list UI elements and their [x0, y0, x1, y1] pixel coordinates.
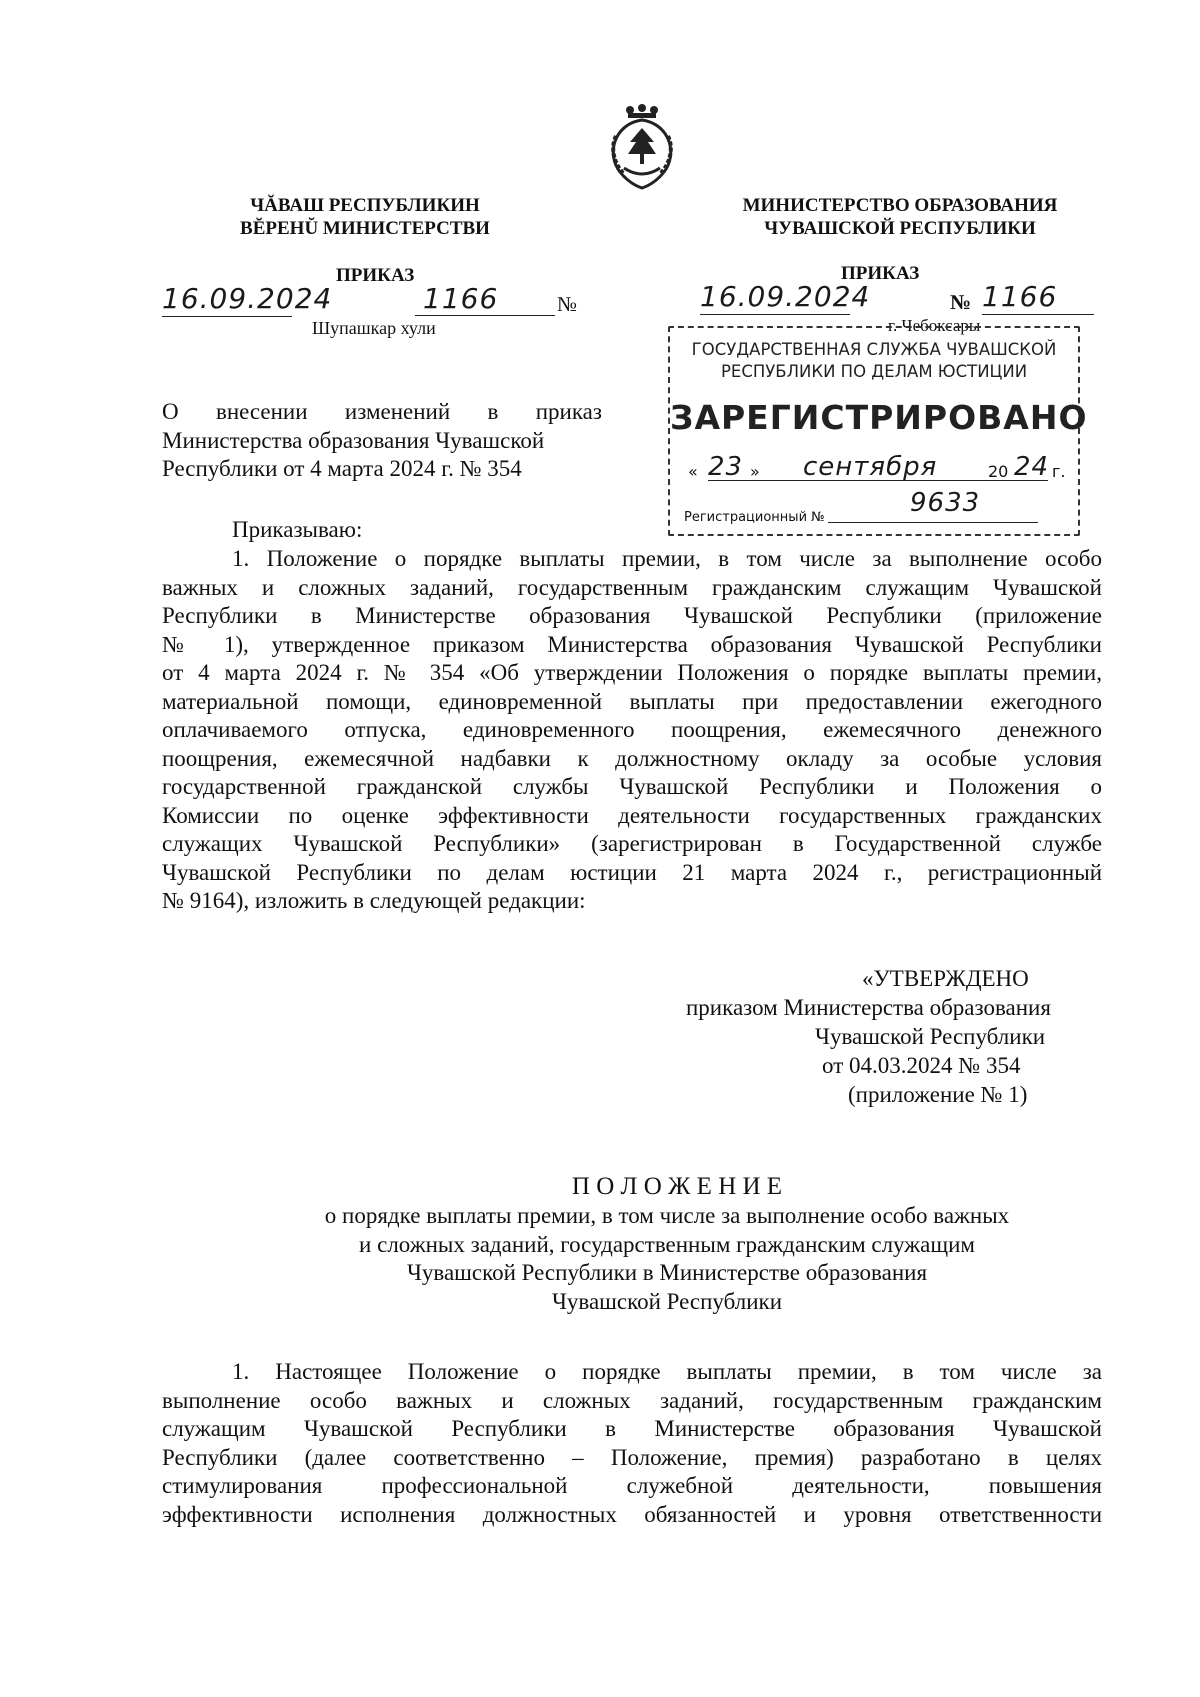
header-right-date: 16.09.2024	[700, 280, 871, 313]
p2-line: Республики (далее соответственно – Положение, премия) разработано в целях	[162, 1444, 1102, 1470]
p1-line: 1. Положение о порядке выплаты премии, в том числе за выполнение особо	[232, 546, 1102, 571]
title-main: П О Л О Ж Е Н И Е	[571, 1173, 783, 1200]
header-right-number: 1166	[982, 280, 1094, 315]
approved-line1: «УТВЕРЖДЕНО	[862, 966, 1029, 991]
subject-line1: О внесении изменений в приказ	[162, 399, 602, 424]
header-left	[215, 194, 515, 240]
p1-line: оплачиваемого отпуска, единовременного поощрения, ежемесячного денежного	[162, 717, 1102, 742]
stamp-year-suffix: 24	[1014, 452, 1050, 482]
p1-last-line: № 9164), изложить в следующей редакции:	[162, 888, 586, 913]
stamp-month: сентября	[803, 452, 938, 482]
p1-line: поощрения, ежемесячной надбавки к должностному окладу за особые условия	[162, 745, 1102, 771]
header-left-doc-type: ПРИКАЗ	[336, 265, 415, 286]
subject	[162, 398, 602, 484]
approved-line3: Чувашской Республики	[815, 1024, 1046, 1049]
stamp-reg-number: 9633	[910, 488, 981, 518]
header-right-city: г. Чебоксары	[888, 316, 981, 335]
header-left-city: Шупашкар хули	[312, 318, 436, 338]
p1-line: Чувашской Республики по делам юстиции 21 марта 2024 г., регистрационный	[162, 859, 1102, 885]
paragraph-1	[162, 545, 1102, 916]
approved-line5: (приложение № 1)	[848, 1082, 1028, 1107]
p2-line: выполнение особо важных и сложных заданий, государственным гражданским	[162, 1387, 1102, 1413]
header-left-number: 1166	[415, 282, 555, 316]
header-right-line2: ЧУВАШСКОЙ РЕСПУБЛИКИ	[764, 218, 1036, 239]
p1-line: от 4 марта 2024 г. № 354 «Об утверждении Положения о порядке выплаты премии,	[162, 660, 1102, 685]
stamp-year-end: г.	[1052, 462, 1066, 481]
stamp-date-underline	[708, 480, 1048, 481]
header-right-no-sign: №	[950, 290, 972, 314]
p1-line: государственной гражданской службы Чувашской Республики и Положения о	[162, 774, 1102, 799]
p1-line: материальной помощи, единовременной выплаты при предоставлении ежегодного	[162, 688, 1102, 714]
registration-stamp	[668, 326, 1088, 536]
header-right-doc-type: ПРИКАЗ	[841, 263, 920, 284]
regulation-title	[162, 1172, 1102, 1316]
p1-line: Комиссии по оценке эффективности деятельности государственных гражданских	[162, 802, 1102, 828]
p1-line: № 1), утвержденное приказом Министерства образования Чувашской Республики	[162, 631, 1102, 657]
header-left-line1: ЧĂВАШ РЕСПУБЛИКИН	[250, 195, 480, 216]
p1-line: Республики в Министерстве образования Чувашской Республики (приложение	[162, 603, 1102, 628]
p2-line: служащим Чувашской Республики в Министерстве образования Чувашской	[162, 1416, 1102, 1441]
subject-line2: Министерства образования Чувашской	[162, 427, 545, 453]
p2-line: стимулирования профессиональной служебной деятельности, повышения	[162, 1473, 1102, 1498]
stamp-status: ЗАРЕГИСТРИРОВАНО	[670, 398, 1088, 437]
title-line1: о порядке выплаты премии, в том числе за выполнение особо важных	[324, 1203, 1010, 1228]
stamp-quote-close: »	[750, 462, 760, 481]
subject-line3: Республики от 4 марта 2024 г. № 354	[162, 456, 522, 481]
stamp-year-prefix: 20	[988, 462, 1009, 481]
header-left-no-sign: №	[557, 292, 578, 316]
title-line3: Чувашской Республики в Министерстве образования	[406, 1260, 928, 1285]
title-line2: и сложных заданий, государственным гражданским служащим	[359, 1231, 975, 1257]
stamp-line2: РЕСПУБЛИКИ ПО ДЕЛАМ ЮСТИЦИИ	[720, 362, 1028, 381]
header-left-line2: ВĔРЕНŬ МИНИСТЕРСТВИ	[240, 218, 490, 239]
p2-line: 1. Настоящее Положение о порядке выплаты премии, в том числе за	[232, 1359, 1102, 1384]
p1-line: служащих Чувашской Республики» (зарегистрирован в Государственной службе	[162, 831, 1102, 856]
emblem	[600, 102, 684, 192]
stamp-day: 23	[708, 452, 744, 482]
chuvash-republic-emblem-icon	[600, 102, 684, 192]
stamp-line1: ГОСУДАРСТВЕННАЯ СЛУЖБА ЧУВАШСКОЙ	[691, 340, 1057, 359]
stamp-quote-open: «	[688, 462, 698, 481]
header-right	[720, 194, 1080, 240]
stamp-reg-underline	[828, 522, 1038, 523]
approved-line4: от 04.03.2024 № 354	[822, 1053, 1021, 1078]
header-right-line1: МИНИСТЕРСТВО ОБРАЗОВАНИЯ	[742, 195, 1058, 216]
paragraph-2	[162, 1358, 1102, 1529]
title-line4: Чувашской Республики	[551, 1288, 783, 1314]
order-word: Приказываю:	[232, 517, 363, 542]
header-left-date: 16.09.2024	[162, 282, 333, 315]
p2-line: эффективности исполнения должностных обязанностей и уровня ответственности	[162, 1501, 1102, 1527]
p1-line: важных и сложных заданий, государственным гражданским служащим Чувашской	[162, 574, 1102, 600]
stamp-reg-label: Регистрационный №	[684, 510, 825, 525]
approved-line2: приказом Министерства образования	[686, 995, 1051, 1020]
